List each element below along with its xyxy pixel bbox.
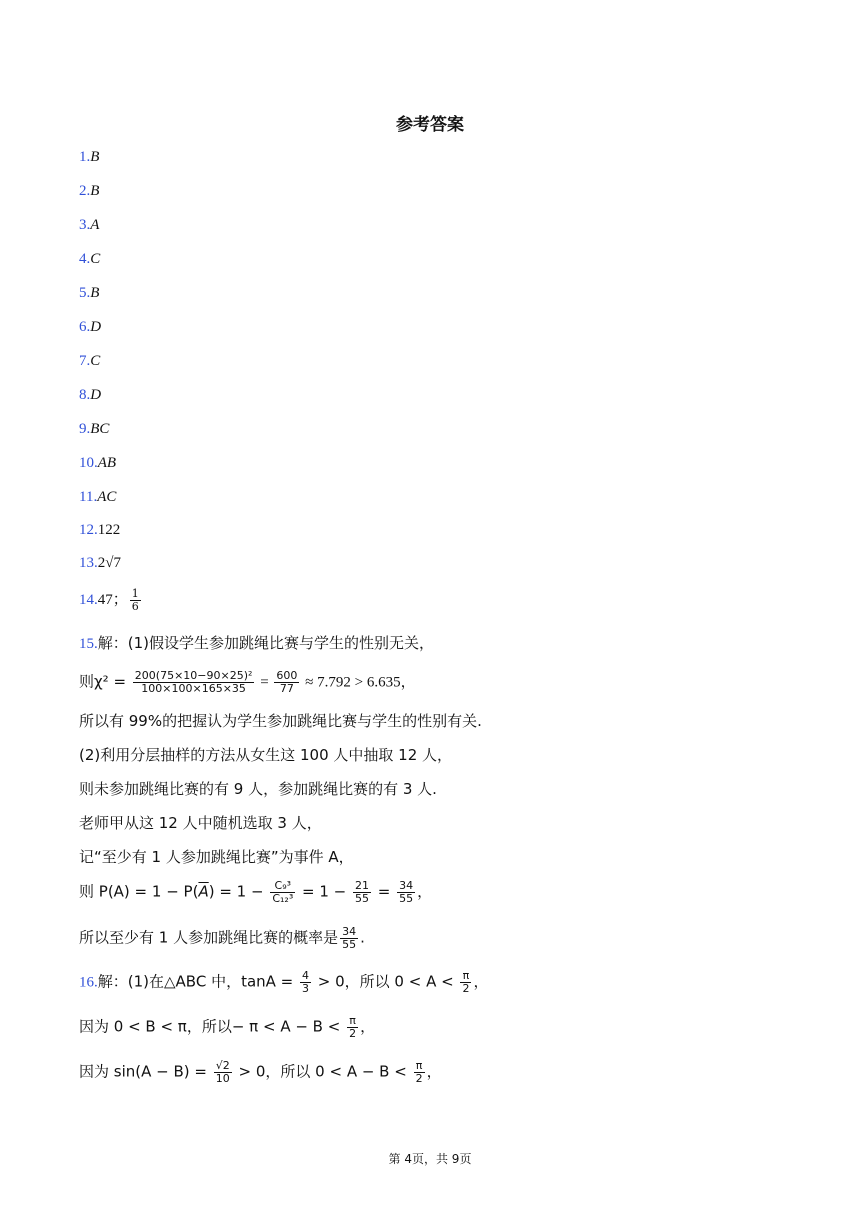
answer-6 (79, 317, 101, 336)
q15-line-4: (2)利用分层抽样的方法从女生这 100 人中抽取 12 人， (79, 746, 453, 764)
fraction: $\frac{600}{77}$ (276, 669, 298, 695)
fraction: $\frac{34}{55}$ (342, 925, 357, 951)
fraction: $\frac{\text{200(75×10−90×25)²}}{100\times 100\times 165\times 35}$ (134, 669, 253, 695)
answer-value: C (90, 353, 101, 369)
q16-line-2: 因为 0 < B < π，所以− π < A − B < $\frac{\pi}{2}$ ， (79, 1014, 376, 1040)
page-title: 参考答案 (396, 115, 464, 135)
q15-line-6: 老师甲从这 12 人中随机选取 3 人， (79, 814, 322, 832)
answer-2 (79, 181, 99, 200)
answer-value: B (90, 285, 100, 301)
answer-value: B (90, 149, 100, 165)
fraction: $\frac{\pi}{2}$ (349, 1014, 357, 1040)
answer-number: 14. (79, 592, 98, 609)
answer-value: 122 (97, 522, 121, 538)
answer-7 (79, 351, 100, 370)
answer-number: 15. (79, 636, 98, 652)
answer-5 (79, 283, 99, 302)
answer-11 (79, 487, 116, 506)
answer-number: 6. (79, 319, 91, 335)
answer-number: 2. (79, 183, 91, 199)
answer-13 (79, 553, 121, 572)
answer-number: 8. (79, 387, 91, 403)
answer-number: 10. (79, 455, 98, 471)
fraction: $\frac{√2}{10}$ (215, 1059, 230, 1085)
answer-value: 2√7 (97, 555, 121, 571)
answer-number: 16. (79, 974, 98, 991)
q15-line-5: 则未参加跳绳比赛的有 9 人，参加跳绳比赛的有 3 人. (79, 780, 437, 798)
q16-line-1: 16.解：(1)在△ABC 中，tanA = $\frac{4}{3}$ > 0，所以 0 < A < $\frac{\pi}{2}$ ， (79, 969, 489, 995)
q15-line-8: 则 $P(A) = 1 - P(\overline{A}) = 1$ − $\frac{\text{C₉³}}{\text{C₁₂³}}$ = 1 − $\frac{21}{55}$ = $\frac{34}{55}$ ， (79, 879, 433, 905)
answer-8 (79, 385, 101, 404)
answer-value: C (90, 251, 101, 267)
fraction: $\frac{34}{55}$ (399, 879, 414, 905)
q15-line-1: 15.解：(1)假设学生参加跳绳比赛与学生的性别无关， (79, 634, 434, 652)
answer-number: 7. (79, 353, 91, 369)
answer-number: 9. (79, 421, 91, 437)
answer-value: BC (90, 421, 110, 437)
answer-value: AC (97, 489, 117, 505)
q16-line-3: 因为 sin(A − B) = $\frac{√2}{10}$ > 0，所以 0 < A − B < $\frac{\pi}{2}$ ， (79, 1059, 442, 1085)
answer-10 (79, 453, 116, 472)
answer-4 (79, 249, 100, 268)
answer-3 (79, 215, 99, 234)
answer-value: D (90, 319, 102, 335)
q15-line-2: 则χ² = $\frac{\text{200(75×10−90×25)²}}{100\times 100\times 165\times 35}$ = $\frac{600}{77}$ ≈ 7.792 > 6.635， (79, 669, 416, 695)
answer-12 (79, 520, 120, 539)
answer-number: 5. (79, 285, 91, 301)
answer-number: 12. (79, 522, 98, 538)
fraction: $\frac{1}{6}$ (131, 587, 139, 613)
answer-number: 3. (79, 217, 91, 233)
fraction: $\frac{\text{C₉³}}{\text{C₁₂³}}$ (272, 879, 294, 905)
answer-number: 4. (79, 251, 91, 267)
fraction: $\frac{\pi}{2}$ (462, 969, 470, 995)
answer-value: 47； (97, 592, 128, 609)
answer-14 (79, 588, 143, 612)
fraction: $\frac{\pi}{2}$ (415, 1059, 423, 1085)
answer-number: 1. (79, 149, 91, 165)
answer-value: A (90, 217, 100, 233)
answer-value: AB (97, 455, 117, 471)
answer-value: D (90, 387, 102, 403)
page-footer: 第 4页，共 9页 (388, 1152, 472, 1166)
fraction: $\frac{21}{55}$ (355, 879, 369, 905)
answer-9 (79, 419, 109, 438)
q15-line-3: 所以有 99%的把握认为学生参加跳绳比赛与学生的性别有关. (79, 712, 482, 730)
fraction: $\frac{4}{3}$ (302, 969, 310, 995)
q15-line-7: 记“至少有 1 人参加跳绳比赛”为事件 A， (79, 848, 354, 866)
answer-value: B (90, 183, 100, 199)
answer-1 (79, 147, 99, 166)
q15-line-9: 所以至少有 1 人参加跳绳比赛的概率是 $\frac{34}{55}$ . (79, 925, 365, 951)
answer-number: 11. (79, 489, 98, 505)
answer-number: 13. (79, 555, 98, 571)
